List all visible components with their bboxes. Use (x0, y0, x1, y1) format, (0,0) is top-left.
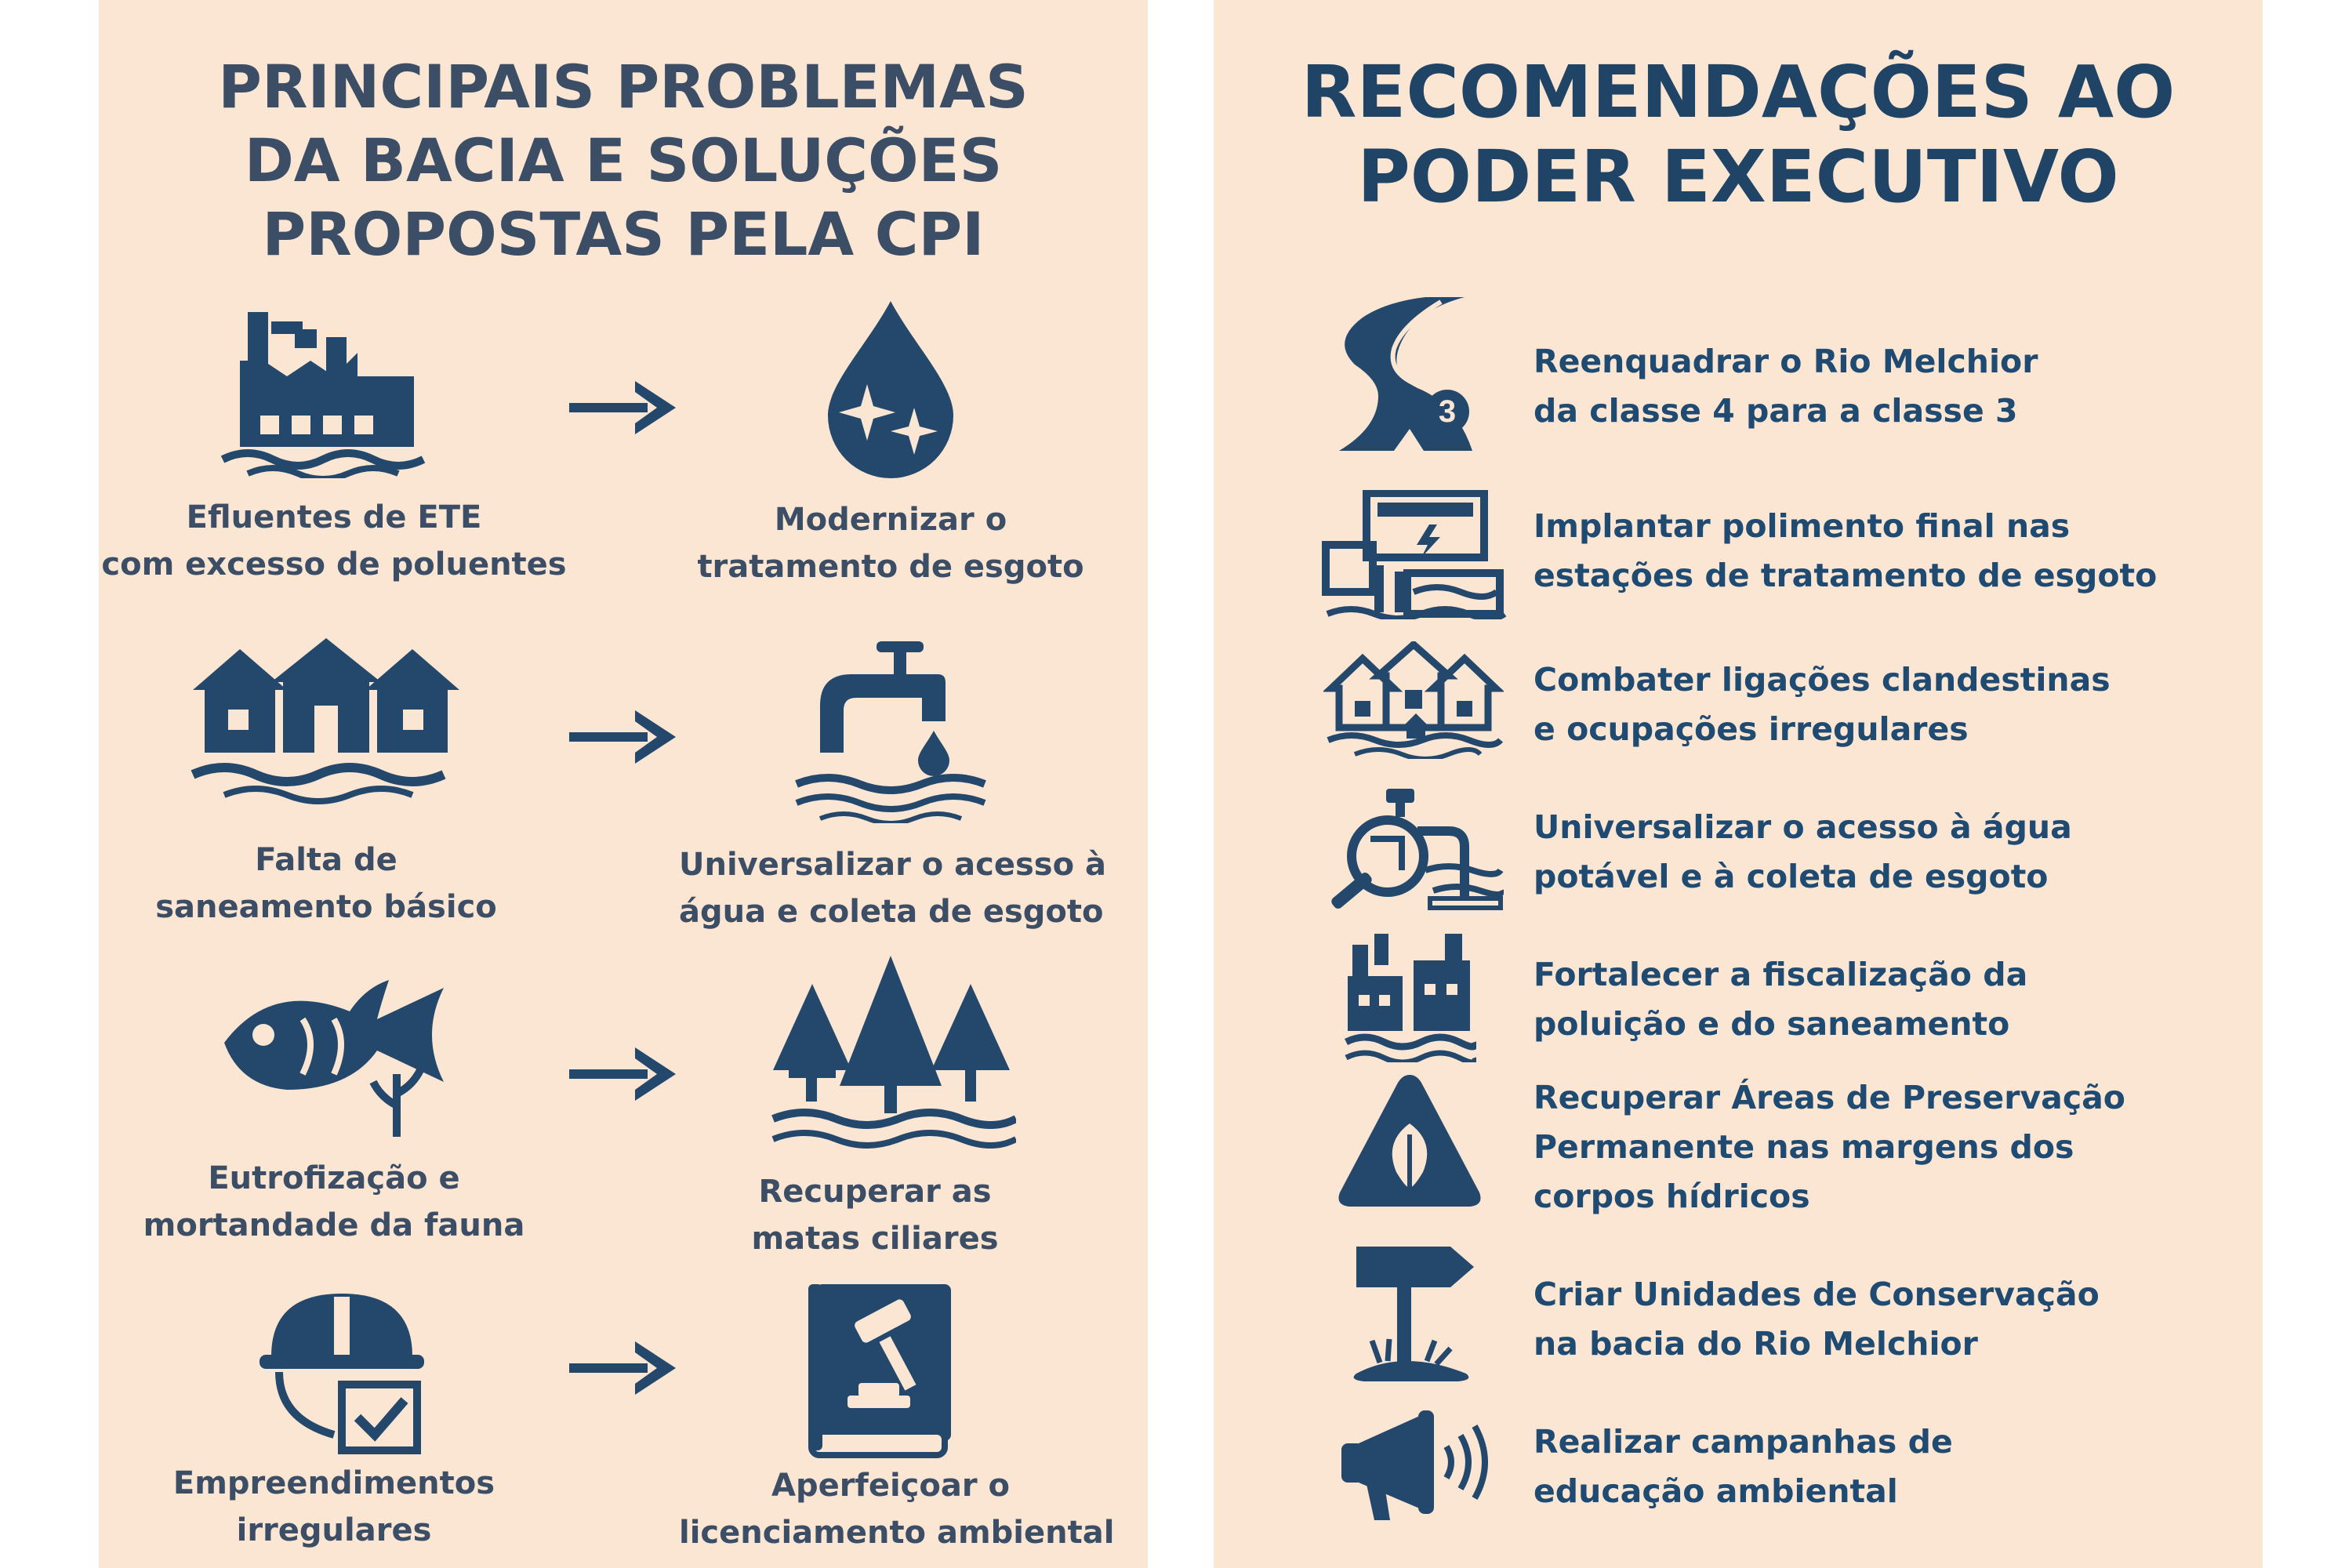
text-line: Recuperar Áreas de Preservação (1534, 1079, 2125, 1116)
problems-solutions-title (99, 50, 1148, 271)
label-line: Recuperar as (758, 1174, 992, 1210)
title-line: DA BACIA E SOLUÇÕES (244, 125, 1003, 195)
recommendation-text (1534, 337, 2038, 436)
text-line: Reenquadrar o Rio Melchior (1534, 343, 2038, 380)
recommendation-text (1534, 502, 2157, 601)
faucet-icon (789, 635, 1000, 823)
houses-icon (1323, 641, 1504, 759)
problem-label (99, 1460, 569, 1554)
factory-pollution-icon (1343, 929, 1476, 1062)
arrow-icon (569, 706, 679, 768)
recommendation-text (1534, 1073, 2125, 1221)
water-drop-sparkle-icon (812, 298, 969, 478)
text-line: estações de tratamento de esgoto (1534, 557, 2158, 594)
recommendation-text (1534, 1417, 1953, 1516)
problem-label (99, 494, 569, 588)
text-line: corpos hídricos (1534, 1178, 1810, 1215)
text-line: educação ambiental (1534, 1472, 1898, 1510)
title-line: PRINCIPAIS PROBLEMAS (218, 52, 1029, 122)
label-line: matas ciliares (751, 1221, 999, 1257)
label-line: Modernizar o (774, 502, 1007, 538)
solution-label (679, 1462, 1115, 1556)
megaphone-icon (1335, 1407, 1492, 1525)
title-line: PROPOSTAS PELA CPI (262, 199, 985, 269)
label-line: licenciamento ambiental (679, 1515, 1115, 1551)
helmet-check-icon (256, 1286, 444, 1458)
label-line: irregulares (236, 1512, 432, 1548)
flooded-houses-icon (185, 635, 467, 808)
label-line: saneamento básico (155, 889, 497, 925)
recommendations-panel (1214, 0, 2263, 1568)
factory-icon (216, 306, 436, 478)
label-line: Eutrofização e (208, 1160, 460, 1196)
text-line: Permanente nas margens dos (1534, 1128, 2074, 1166)
problem-label (99, 1155, 569, 1249)
solution-label (679, 841, 1106, 935)
signpost-icon (1348, 1239, 1482, 1384)
label-line: água e coleta de esgoto (679, 894, 1104, 930)
arrow-icon (569, 376, 679, 439)
fish-icon (209, 964, 459, 1137)
label-line: Empreendimentos (172, 1465, 495, 1501)
class-badge: 3 (1438, 394, 1457, 429)
text-line: Combater ligações clandestinas (1534, 661, 2111, 699)
text-line: poluição e do saneamento (1534, 1005, 2010, 1043)
solution-label (679, 496, 1102, 590)
inspection-icon (1323, 784, 1504, 913)
recommendation-text (1534, 1270, 2100, 1369)
label-line: tratamento de esgoto (697, 549, 1084, 585)
label-line: Efluentes de ETE (186, 499, 482, 535)
title-line: PODER EXECUTIVO (1357, 135, 2119, 219)
recommendation-text (1534, 803, 2072, 902)
problem-label (99, 837, 554, 931)
text-line: na bacia do Rio Melchior (1534, 1325, 1978, 1363)
label-line: com excesso de poluentes (101, 546, 567, 583)
treatment-plant-icon (1319, 490, 1508, 619)
solution-label (679, 1168, 1071, 1262)
text-line: Fortalecer a fiscalização da (1534, 956, 2028, 993)
arrow-icon (569, 1337, 679, 1399)
text-line: Universalizar o acesso à água (1534, 808, 2072, 846)
leaf-warning-icon (1335, 1070, 1484, 1211)
title-line: RECOMENDAÇÕES AO (1301, 50, 2176, 134)
recommendation-text (1534, 950, 2027, 1049)
label-line: mortandade da fauna (143, 1207, 525, 1243)
text-line: da classe 4 para a classe 3 (1534, 392, 2018, 430)
text-line: potável e à coleta de esgoto (1534, 858, 2049, 895)
label-line: Universalizar o acesso à (679, 847, 1106, 883)
text-line: e ocupações irregulares (1534, 710, 1969, 748)
label-line: Falta de (255, 842, 397, 878)
text-line: Implantar polimento final nas (1534, 507, 2071, 545)
arrow-icon (569, 1043, 679, 1105)
law-book-icon (800, 1278, 957, 1466)
recommendations-title (1214, 50, 2263, 220)
river-icon (1331, 294, 1480, 459)
text-line: Criar Unidades de Conservação (1534, 1276, 2100, 1313)
recommendation-text (1534, 655, 2111, 754)
forest-icon (765, 953, 1016, 1156)
problems-solutions-panel (99, 0, 1148, 1568)
label-line: Aperfeiçoar o (771, 1468, 1010, 1504)
text-line: Realizar campanhas de (1534, 1423, 1953, 1461)
